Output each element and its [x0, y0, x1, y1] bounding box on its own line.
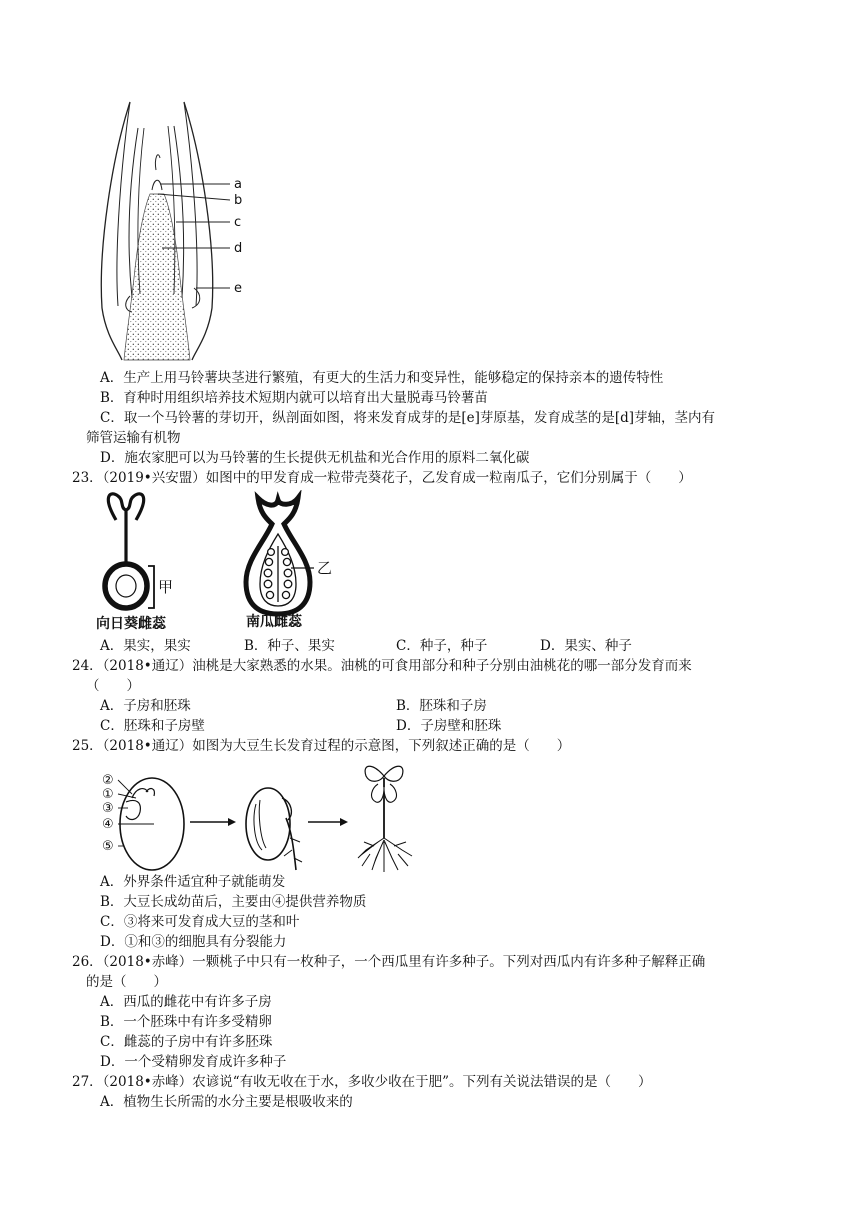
q25-label-3: ③ — [102, 801, 114, 816]
q22-option-c-cont: 筛管运输有机物 — [86, 430, 181, 446]
q26-option-a: A．西瓜的雌花中有许多子房 — [100, 994, 272, 1010]
q26-option-c: C．雌蕊的子房中有许多胚珠 — [100, 1034, 273, 1050]
q25-option-d: D．①和③的细胞具有分裂能力 — [100, 934, 287, 950]
q23-option-d: D．果实、种子 — [540, 638, 632, 654]
q23-caption-sunflower: 向日葵雌蕊 — [96, 616, 166, 632]
q24-option-c: C．胚珠和子房壁 — [100, 718, 205, 734]
q25-label-2: ② — [102, 773, 114, 788]
q25-label-5: ⑤ — [102, 839, 114, 854]
q22-option-a: A．生产上用马铃薯块茎进行繁殖，有更大的生活力和变异性，能够稳定的保持亲本的遗传特性 — [100, 370, 664, 386]
q23-label-yi: 乙 — [317, 559, 333, 577]
q24-option-a: A．子房和胚珠 — [100, 698, 191, 714]
q25-option-c: C．③将来可发育成大豆的茎和叶 — [100, 914, 300, 930]
bud-label-b: b — [234, 193, 243, 208]
q23-option-c: C．种子，种子 — [396, 638, 488, 654]
q26-stem-cont: 的是（ ） — [86, 974, 167, 990]
q26-option-d: D．一个受精卵发育成许多种子 — [100, 1054, 287, 1070]
q24-stem: 24．（2018•通辽）油桃是大家熟悉的水果。油桃的可食用部分和种子分别由油桃花的哪一部分发育而来 — [72, 658, 692, 674]
q25-soybean-figure — [96, 758, 426, 876]
q26-stem: 26．（2018•赤峰）一颗桃子中只有一枚种子，一个西瓜里有许多种子。下列对西瓜内有许多种子解释正确 — [72, 954, 706, 970]
potato-bud-figure — [92, 98, 252, 363]
q25-option-b: B．大豆长成幼苗后，主要由④提供营养物质 — [100, 894, 367, 910]
q22-option-c: C．取一个马铃薯的芽切开，纵剖面如图，将来发育成芽的是[e]芽原基，发育成茎的是[d]芽轴，茎内有 — [100, 410, 716, 426]
q23-option-a: A．果实，果实 — [100, 638, 191, 654]
bud-label-d: d — [234, 241, 243, 256]
q25-label-1: ① — [102, 787, 114, 802]
bud-label-c: c — [234, 215, 242, 230]
q24-option-d: D．子房壁和胚珠 — [396, 718, 502, 734]
q25-option-a: A．外界条件适宜种子就能萌发 — [100, 874, 286, 890]
q26-option-b: B．一个胚珠中有许多受精卵 — [100, 1014, 272, 1030]
q23-caption-pumpkin: 南瓜雌蕊 — [246, 614, 302, 630]
q23-option-b: B．种子、果实 — [244, 638, 335, 654]
q23-label-jia: 甲 — [158, 578, 174, 596]
q23-figure — [96, 490, 346, 632]
q24-stem-cont: （ ） — [86, 678, 140, 694]
q27-stem: 27．（2018•赤峰）农谚说“有收无收在于水，多收少收在于肥”。下列有关说法错误的是（ ） — [72, 1074, 652, 1090]
q27-option-a: A．植物生长所需的水分主要是根吸收来的 — [100, 1094, 353, 1110]
q23-stem: 23．（2019•兴安盟）如图中的甲发育成一粒带壳葵花子，乙发育成一粒南瓜子，它们分别属于（ ） — [72, 470, 692, 486]
q25-stem: 25．（2018•通辽）如图为大豆生长发育过程的示意图，下列叙述正确的是（ ） — [72, 738, 571, 754]
bud-label-a: a — [234, 177, 242, 192]
q24-option-b: B．胚珠和子房 — [396, 698, 487, 714]
q22-option-d: D．施农家肥可以为马铃薯的生长提供无机盐和光合作用的原料二氧化碳 — [100, 450, 530, 466]
q25-label-4: ④ — [102, 817, 114, 832]
bud-label-e: e — [234, 281, 242, 296]
q22-option-b: B．育种时用组织培养技术短期内就可以培育出大量脱毒马铃薯苗 — [100, 390, 488, 406]
